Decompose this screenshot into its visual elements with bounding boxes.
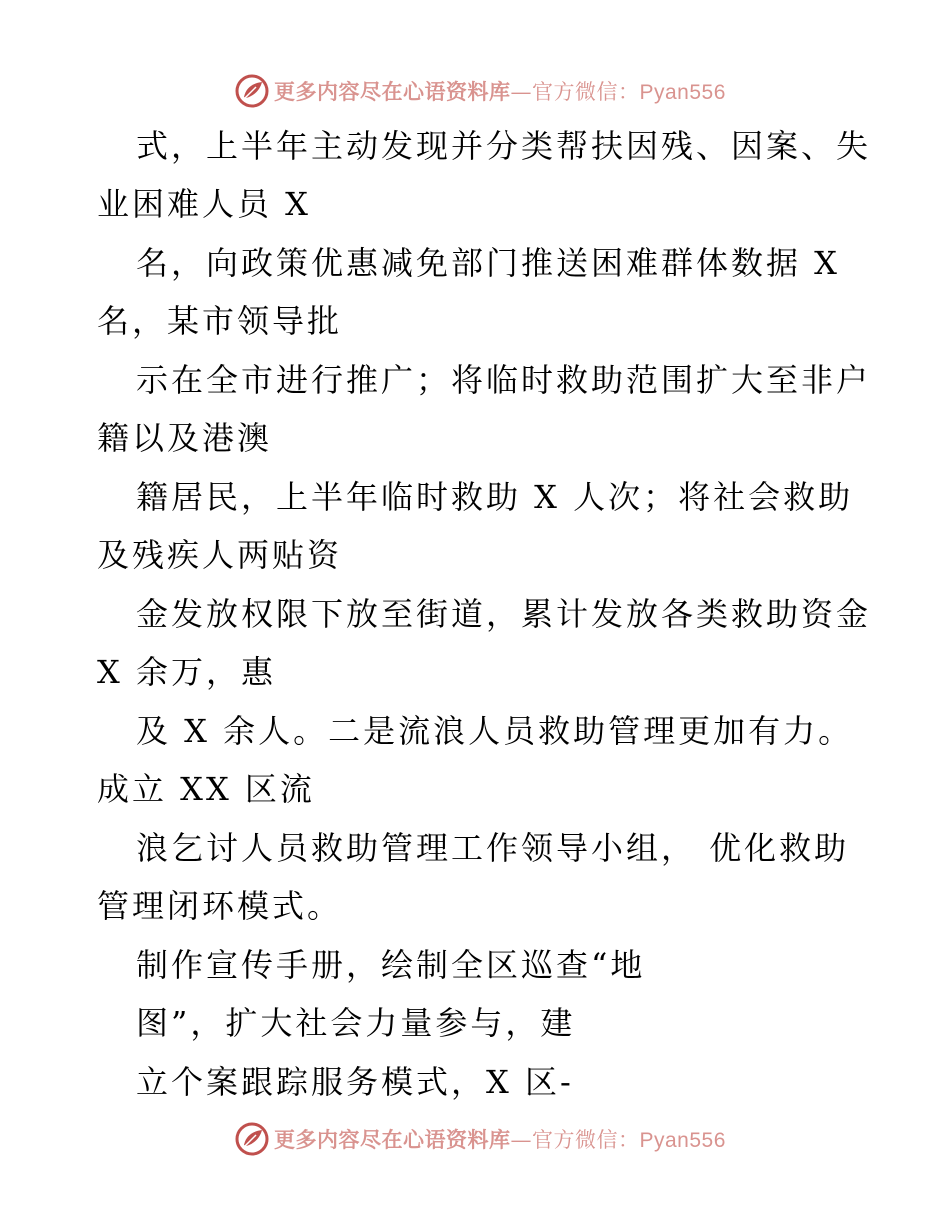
watermark-wechat-label: 官方微信： [532, 80, 640, 104]
watermark-main: 更多内容尽在心语资料库 [274, 79, 511, 104]
header-watermark [0, 71, 950, 111]
watermark-wechat-label: 官方微信： [532, 1128, 640, 1152]
text-line: 名，某市领导批 [97, 302, 343, 340]
text-line: 浪乞讨人员救助管理工作领导小组， 优化救助 [136, 829, 850, 867]
watermark-wechat-id: Pyan556 [639, 1129, 726, 1152]
text-line: 示在全市进行推广；将临时救助范围扩大至非户 [136, 361, 872, 399]
text-line: 名，向政策优惠减免部门推送困难群体数据 X [136, 244, 840, 282]
leaf-logo-icon [234, 1121, 270, 1157]
watermark-main: 更多内容尽在心语资料库 [274, 1127, 511, 1152]
watermark-dash: — [510, 1128, 532, 1152]
text-line: 式，上半年主动发现并分类帮扶因残、因案、失 [136, 127, 872, 165]
text-line: 管理闭环模式。 [97, 887, 343, 925]
text-line: 籍居民，上半年临时救助 X 人次；将社会救助 [136, 478, 854, 516]
watermark-text [274, 76, 726, 106]
watermark-text [274, 1124, 726, 1154]
text-line: 及 X 余人。二是流浪人员救助管理更加有力。 [136, 712, 854, 750]
footer-watermark [0, 1119, 950, 1159]
leaf-logo-icon [234, 73, 270, 109]
text-line: 籍以及港澳 [97, 419, 273, 457]
text-line: 成立 XX 区流 [97, 770, 315, 808]
text-line: X 余万，惠 [97, 653, 276, 691]
watermark-dash: — [510, 80, 532, 104]
watermark-wechat-id: Pyan556 [639, 81, 726, 104]
text-line: 图”，扩大社会力量参与，建 [136, 1004, 576, 1042]
text-line: 金发放权限下放至街道，累计发放各类救助资金 [136, 595, 872, 633]
text-line: 及残疾人两贴资 [97, 536, 343, 574]
text-line: 制作宣传手册，绘制全区巡查“地 [136, 946, 646, 984]
text-line: 立个案跟踪服务模式，X 区- [136, 1063, 574, 1101]
text-line: 业困难人员 X [97, 185, 311, 223]
